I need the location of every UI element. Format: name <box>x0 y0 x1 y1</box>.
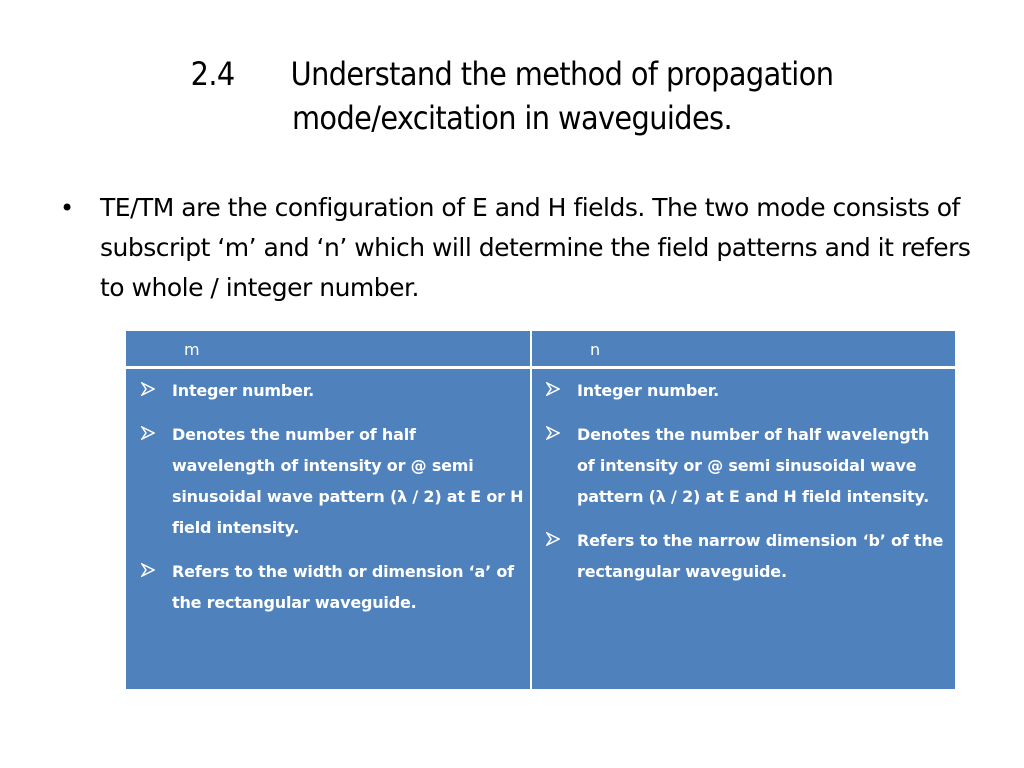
header-m: m <box>184 340 200 359</box>
title-line-2: mode/excitation in waveguides. <box>291 99 733 137</box>
bullet-list <box>60 188 980 308</box>
list-item <box>539 525 949 587</box>
arrow-bullet-icon <box>539 525 577 587</box>
arrow-bullet-icon <box>134 556 172 618</box>
list-item <box>134 419 524 543</box>
title-line-1 <box>100 52 924 96</box>
column-divider <box>530 331 532 689</box>
table-body-row <box>126 369 955 689</box>
list-item <box>134 556 524 618</box>
title-number: 2.4 <box>190 55 235 93</box>
item-text: Integer number. <box>172 381 315 400</box>
bullet-dot-icon: • <box>60 194 74 222</box>
list-item <box>539 375 949 406</box>
table-header-row <box>126 331 955 369</box>
bullet-item <box>60 188 980 308</box>
arrow-bullet-icon <box>134 419 172 543</box>
item-text: Refers to the width or dimension ‘a’ of the rectangular waveguide. <box>172 562 514 612</box>
title-text-1: Understand the method of propagation <box>290 55 834 93</box>
item-text: Integer number. <box>577 381 720 400</box>
list-item <box>134 375 524 406</box>
list-item <box>539 419 949 512</box>
column-n <box>539 375 949 600</box>
bullet-text: TE/TM are the configuration of E and H fields. The two mode consists of subscript ‘m’ and ‘n’ which will determine the field patterns and it refers to whole / integer number. <box>100 193 971 302</box>
mode-table <box>125 330 956 690</box>
header-n: n <box>590 340 601 359</box>
slide-title <box>100 52 924 140</box>
item-text: Denotes the number of half wavelength of intensity or @ semi sinusoidal wave pattern (λ / 2) at E and H field intensity. <box>577 425 930 506</box>
item-text: Refers to the narrow dimension ‘b’ of the rectangular waveguide. <box>577 531 944 581</box>
arrow-bullet-icon <box>134 375 172 406</box>
column-m <box>134 375 524 631</box>
arrow-bullet-icon <box>539 419 577 512</box>
item-text: Denotes the number of half wavelength of intensity or @ semi sinusoidal wave pattern (λ / 2) at E or H field intensity. <box>172 425 524 537</box>
arrow-bullet-icon <box>539 375 577 406</box>
